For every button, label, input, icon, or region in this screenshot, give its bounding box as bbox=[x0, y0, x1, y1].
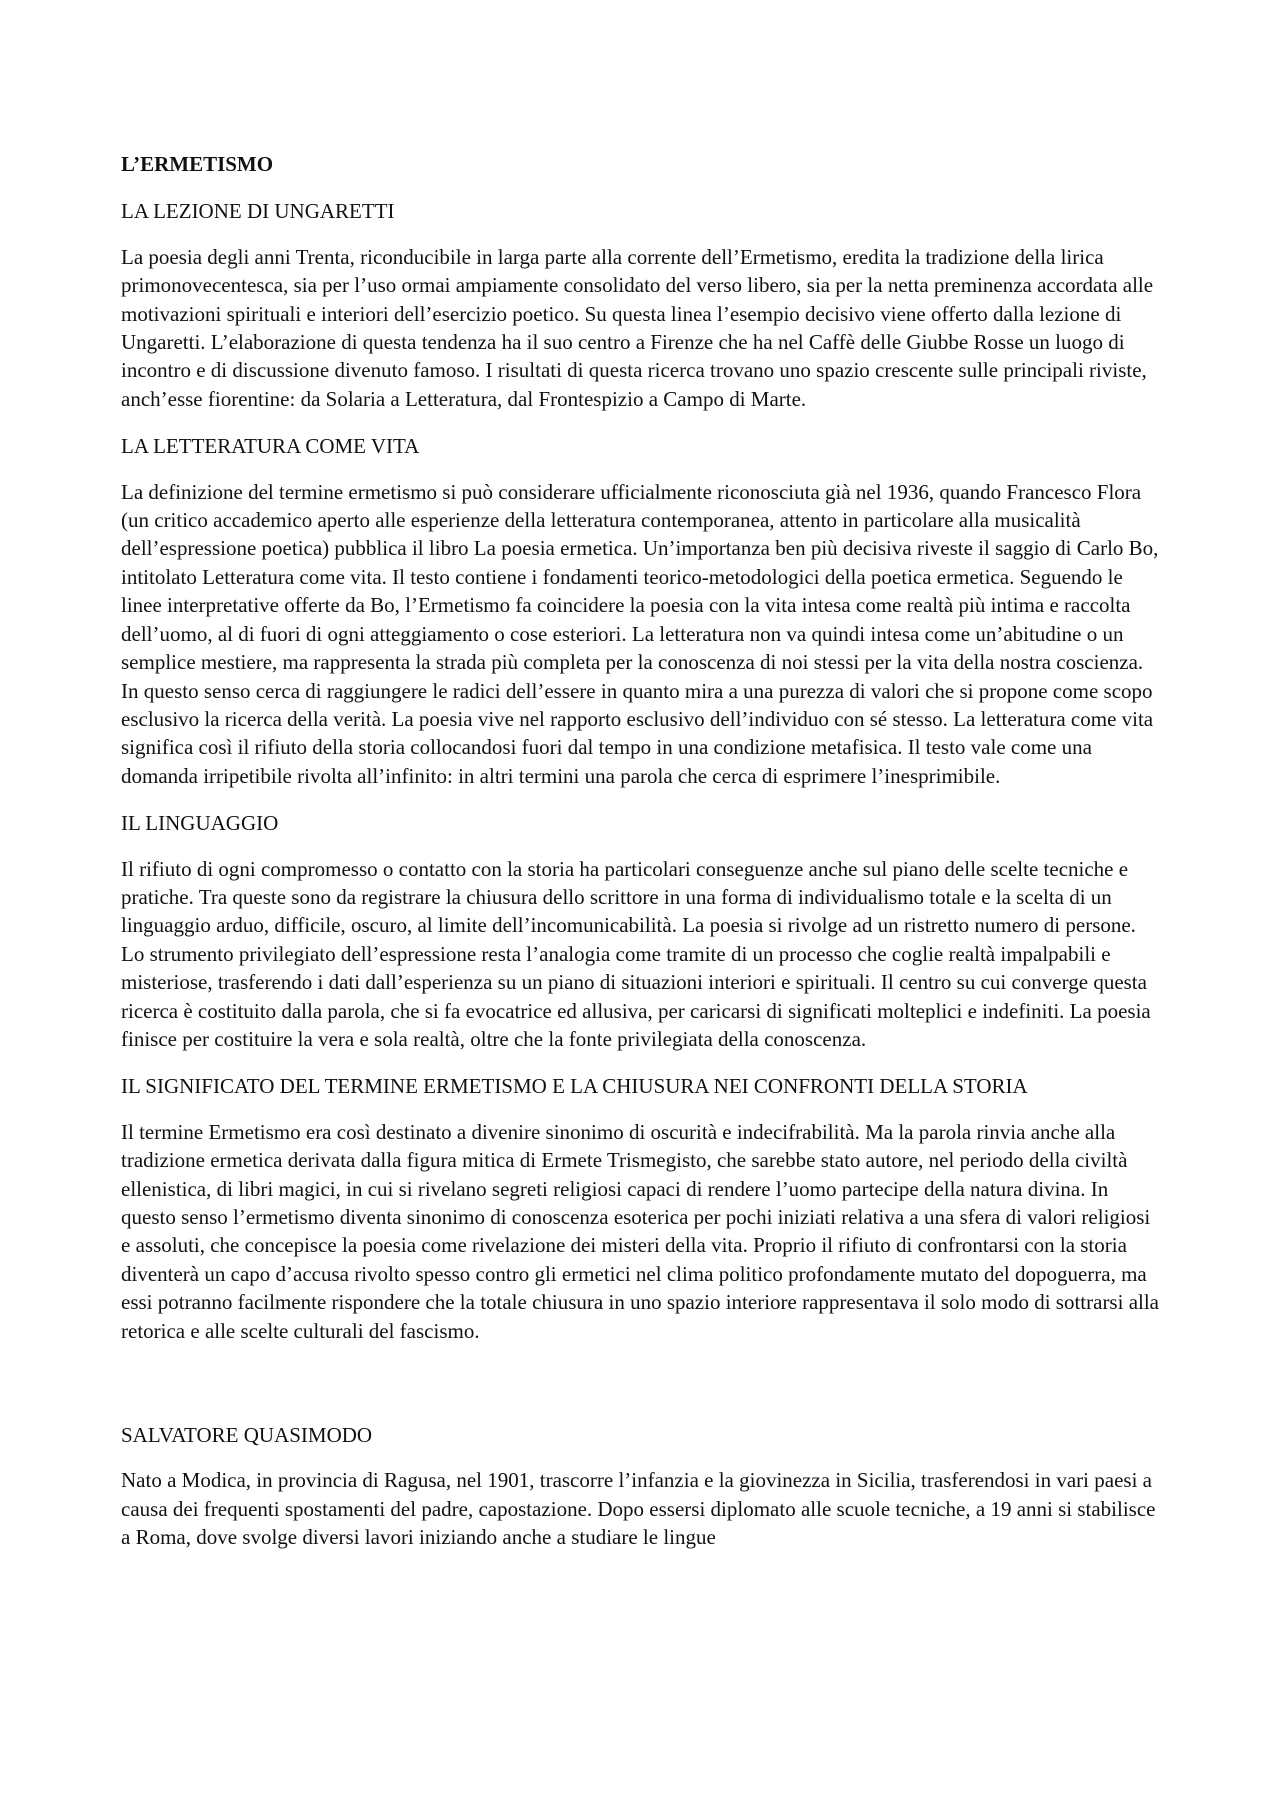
document-body bbox=[121, 150, 1161, 1571]
section-paragraph-quasimodo: Nato a Modica, in provincia di Ragusa, nel 1901, trascorre l’infanzia e la giovinezza in Sicilia, trasferendosi in vari paesi a causa dei frequenti spostamenti del padre, capostazione. Dopo essersi diplomato alle scuole tecniche, a 19 anni si stabilisce a Roma, dove svolge diversi lavori iniziando anche a studiare le lingue bbox=[121, 1468, 1156, 1550]
section-paragraph-letteratura-come-vita: La definizione del termine ermetismo si può considerare ufficialmente riconosciuta già nel 1936, quando Francesco Flora (un critico accademico aperto alle esperienze della letteratura contemporanea, attento in particolare alla musicalità dell’espressione poetica) pubblica il libro La poesia ermetica. Un’importanza ben più decisiva riveste il saggio di Carlo Bo, intitolato Letteratura come vita. Il testo contiene i fondamenti teorico-metodologici della poetica ermetica. Seguendo le linee interpretative offerte da Bo, l’Ermetismo fa coincidere la poesia con la vita intesa come realtà più intima e raccolta dell’uomo, al di fuori di ogni atteggiamento o cose esteriori. La letteratura non va quindi intesa come un’abitudine o un semplice mestiere, ma rappresenta la strada più completa per la conoscenza di noi stessi per la vita della nostra coscienza. In questo senso cerca di raggiungere le radici dell’essere in quanto mira a una purezza di valori che si propone come scopo esclusivo la ricerca della verità. La poesia vive nel rapporto esclusivo dell’individuo con sé stesso. La letteratura come vita significa così il rifiuto della storia collocandosi fuori dal tempo in una condizione metafisica. Il testo vale come una domanda irripetibile rivolta all’infinito: in altri termini una parola che cerca di esprimere l’inesprimibile. bbox=[121, 479, 1159, 788]
section-heading-significato-termine: IL SIGNIFICATO DEL TERMINE ERMETISMO E LA CHIUSURA NEI CONFRONTI DELLA STORIA bbox=[121, 1074, 1028, 1099]
section-paragraph-ungaretti: La poesia degli anni Trenta, riconducibile in larga parte alla corrente dell’Ermetismo, eredita la tradizione della lirica primonovecentesca, sia per l’uso ormai ampiamente consolidato del verso libero, sia per la netta preminenza accordata alle motivazioni spirituali e interiori dell’esercizio poetico. Su questa linea l’esempio decisivo viene offerto dalla lezione di Ungaretti. L’elaborazione di questa tendenza ha il suo centro a Firenze che ha nel Caffè delle Giubbe Rosse un luogo di incontro e di discussione divenuto famoso. I risultati di questa ricerca trovano uno spazio crescente sulle principali riviste, anch’esse fiorentine: da Solaria a Letteratura, dal Frontespizio a Campo di Marte. bbox=[121, 244, 1154, 411]
document-title: L’ERMETISMO bbox=[121, 152, 274, 176]
section-heading-ungaretti: LA LEZIONE DI UNGARETTI bbox=[121, 199, 395, 224]
blank-spacer bbox=[121, 1364, 1161, 1421]
section-heading-linguaggio: IL LINGUAGGIO bbox=[121, 811, 279, 836]
section-heading-letteratura-come-vita: LA LETTERATURA COME VITA bbox=[121, 434, 420, 459]
section-paragraph-significato-termine: Il termine Ermetismo era così destinato a divenire sinonimo di oscurità e indecifrabilità. Ma la parola rinvia anche alla tradizione ermetica derivata dalla figura mitica di Ermete Trismegisto, che sarebbe stato autore, nel periodo della civiltà ellenistica, di libri magici, in cui si rivelano segreti religiosi capaci di rendere l’uomo partecipe della natura divina. In questo senso l’ermetismo diventa sinonimo di conoscenza esoterica per pochi iniziati relativa a una sfera di valori religiosi e assoluti, che concepisce la poesia come rivelazione dei misteri della vita. Proprio il rifiuto di confrontarsi con la storia diventerà un capo d’accusa rivolto spesso contro gli ermetici nel clima politico profondamente mutato del dopoguerra, ma essi potranno facilmente rispondere che la totale chiusura in uno spazio interiore rappresentava il solo modo di sottrarsi alla retorica e alle scelte culturali del fascismo. bbox=[121, 1119, 1160, 1343]
section-heading-quasimodo: SALVATORE QUASIMODO bbox=[121, 1423, 373, 1448]
section-paragraph-linguaggio: Il rifiuto di ogni compromesso o contatto con la storia ha particolari conseguenze anche sul piano delle scelte tecniche e pratiche. Tra queste sono da registrare la chiusura dello scrittore in una forma di individualismo totale e la scelta di un linguaggio arduo, difficile, oscuro, al limite dell’incomunicabilità. La poesia si rivolge ad un ristretto numero di persone. Lo strumento privilegiato dell’espressione resta l’analogia come tramite di un processo che coglie realtà impalpabili e misteriose, trasferendo i dati dall’esperienza su un piano di situazioni interiori e spirituali. Il centro su cui converge questa ricerca è costituito dalla parola, che si fa evocatrice ed allusiva, per caricarsi di significati molteplici e indefiniti. La poesia finisce per costituire la vera e sola realtà, oltre che la fonte privilegiata della conoscenza. bbox=[121, 856, 1151, 1051]
